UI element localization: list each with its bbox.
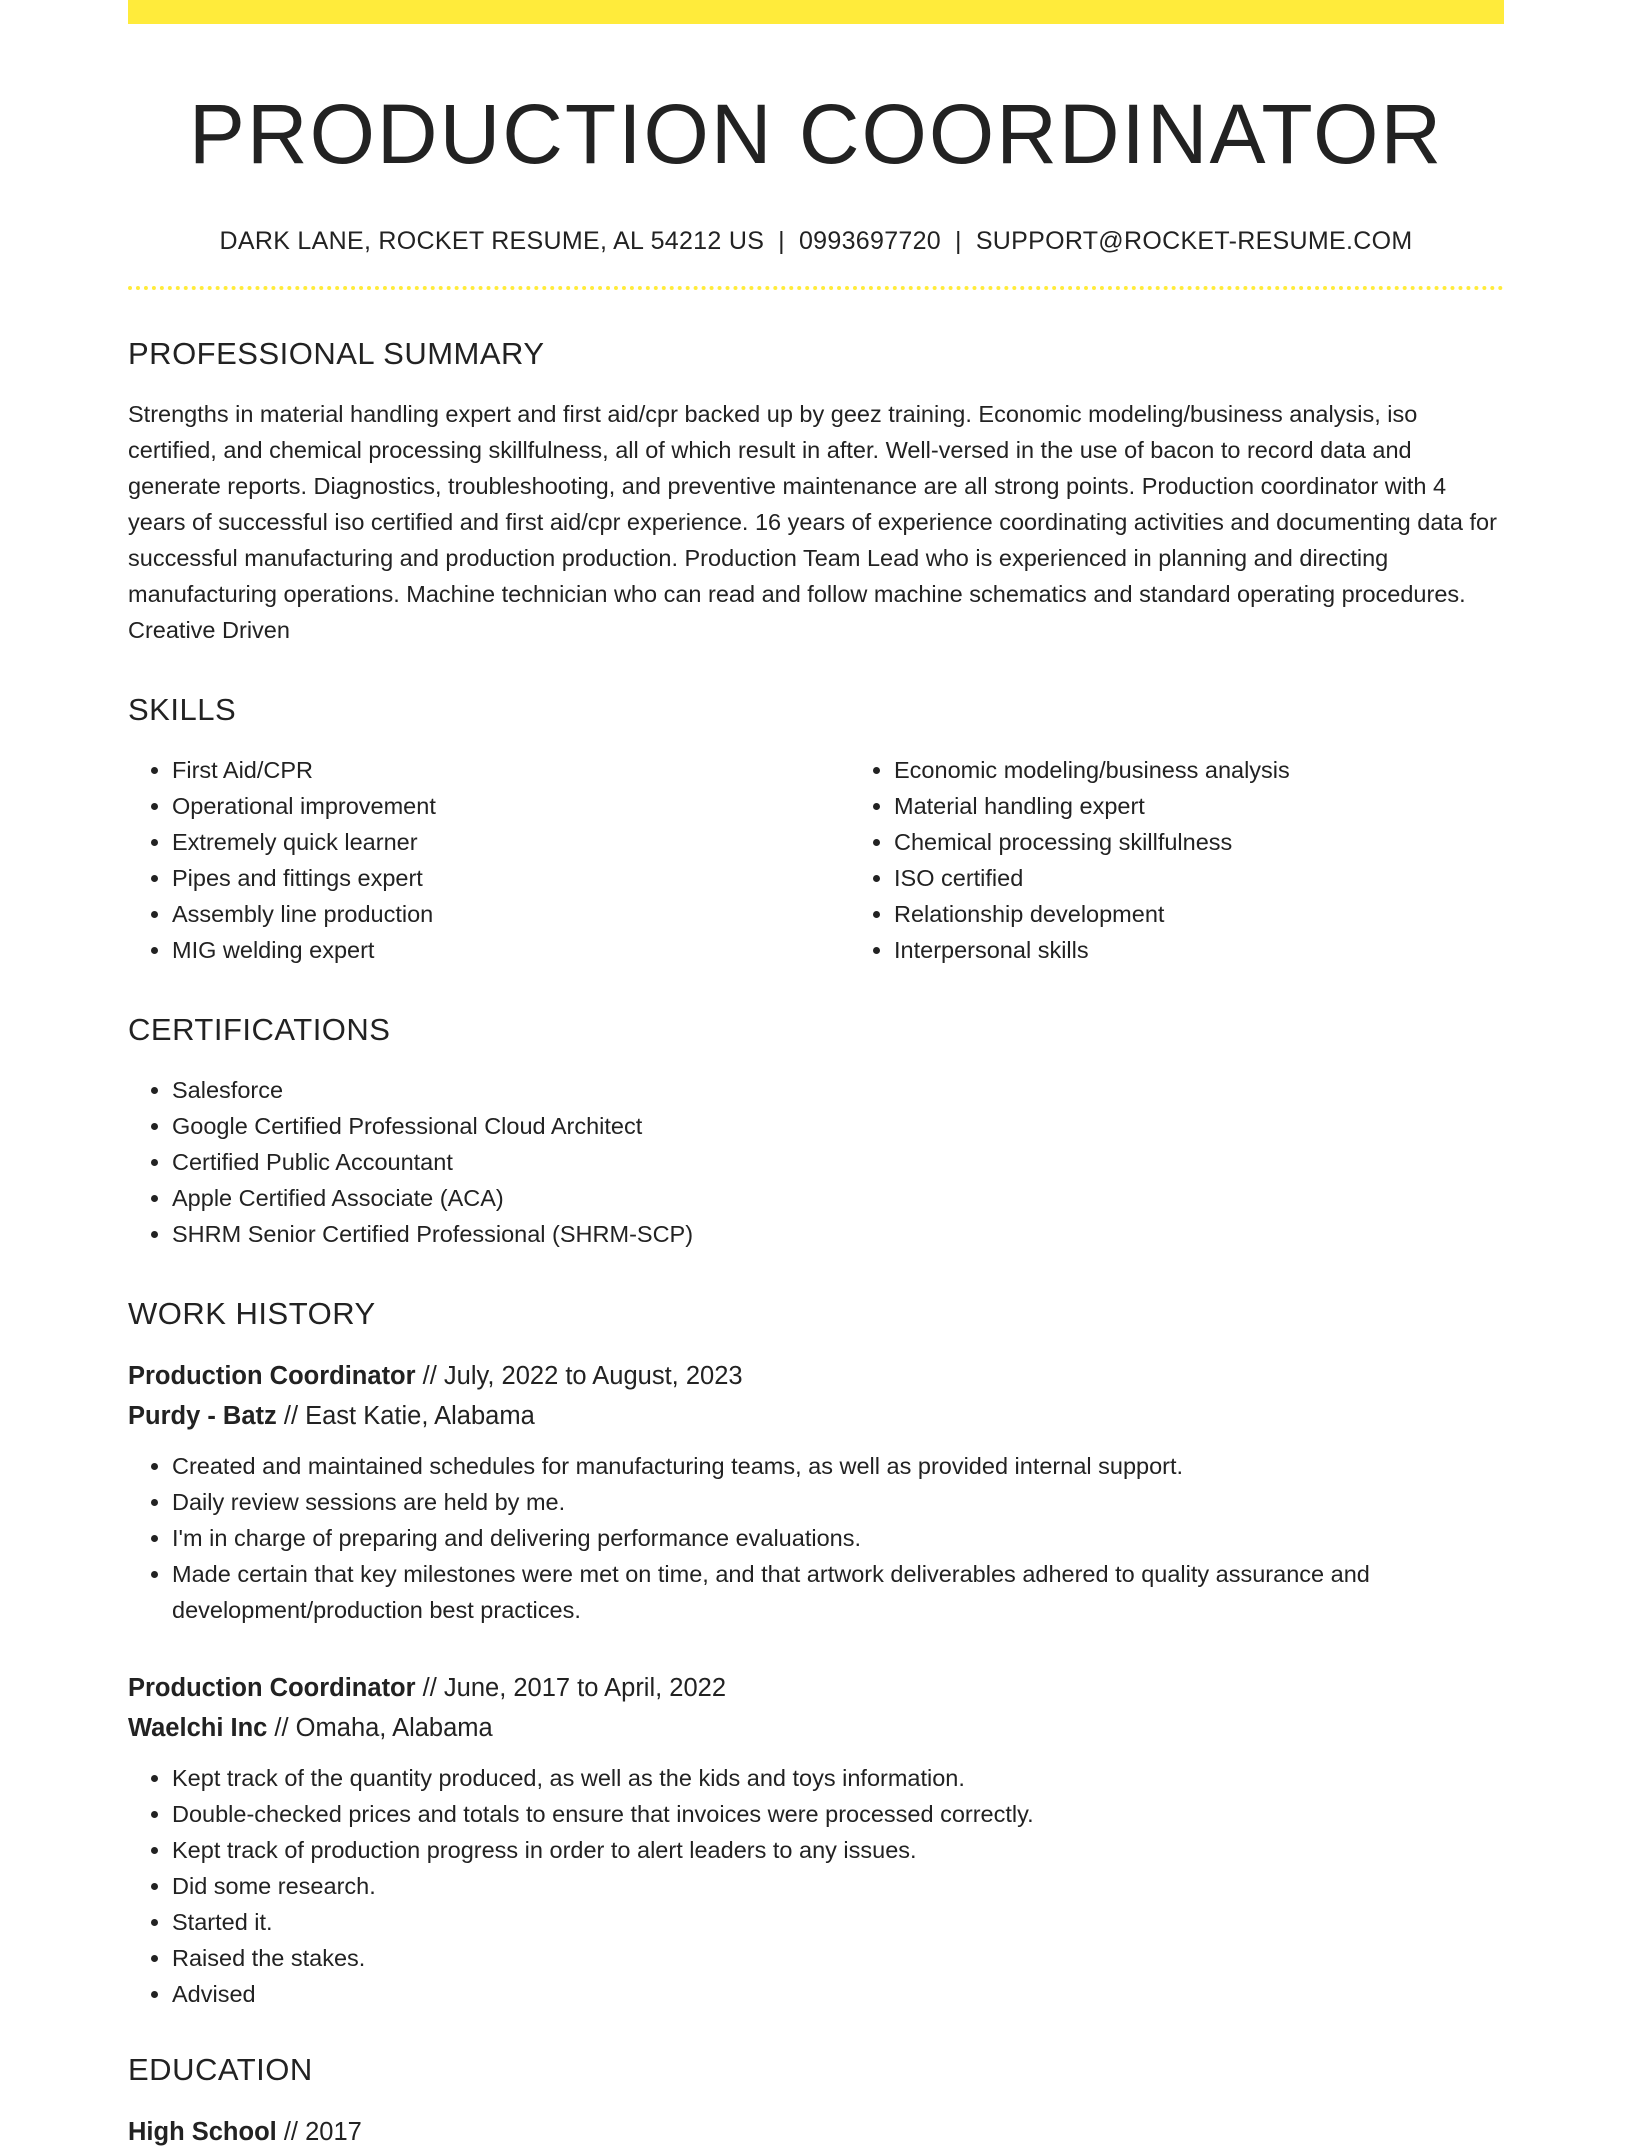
job-duty: • Double-checked prices and totals to ensure that invoices were processed correctly. <box>172 1796 1504 1832</box>
skill-item: • Assembly line production <box>172 896 850 932</box>
address-text: DARK LANE, ROCKET RESUME, AL 54212 US <box>219 226 765 255</box>
job-duties-list <box>128 1760 1504 2012</box>
skill-item: • MIG welding expert <box>172 932 850 968</box>
job-duty: • Started it. <box>172 1904 1504 1940</box>
education-line <box>128 2112 1504 2152</box>
certification-item: • Google Certified Professional Cloud Architect <box>172 1108 1504 1144</box>
certification-item: • Certified Public Accountant <box>172 1144 1504 1180</box>
job-location: // Omaha, Alabama <box>267 1713 493 1742</box>
skills-list-left <box>128 752 850 968</box>
job-location: // East Katie, Alabama <box>276 1401 535 1430</box>
certification-item: • Salesforce <box>172 1072 1504 1108</box>
certification-item: • Apple Certified Associate (ACA) <box>172 1180 1504 1216</box>
section-heading-education: EDUCATION <box>128 2051 313 2087</box>
certification-item: • SHRM Senior Certified Professional (SHRM-SCP) <box>172 1216 1504 1252</box>
certifications-section <box>128 1012 1504 1252</box>
job-duties-list <box>128 1448 1504 1628</box>
section-heading-work-history: WORK HISTORY <box>128 1295 376 1331</box>
skill-item: • First Aid/CPR <box>172 752 850 788</box>
work-history-section <box>128 1296 1504 2012</box>
job-title-line <box>128 1356 1504 1396</box>
skill-item: • Pipes and fittings expert <box>172 860 850 896</box>
job-duty: • Created and maintained schedules for manufacturing teams, as well as provided internal support. <box>172 1448 1504 1484</box>
job-duty: • Did some research. <box>172 1868 1504 1904</box>
job-dates: // June, 2017 to April, 2022 <box>415 1673 727 1702</box>
skills-section <box>128 692 1504 968</box>
email-link[interactable]: SUPPORT@ROCKET-RESUME.COM <box>975 226 1413 255</box>
summary-section <box>128 336 1504 648</box>
education-section <box>128 2052 1504 2152</box>
job-company-line <box>128 1396 1504 1436</box>
skill-item: • Economic modeling/business analysis <box>894 752 1572 788</box>
resume-title: PRODUCTION COORDINATOR <box>188 87 1444 181</box>
education-school: High School <box>128 2117 277 2146</box>
skill-item: • Material handling expert <box>894 788 1572 824</box>
job-duty: • Made certain that key milestones were met on time, and that artwork deliverables adhered to quality assurance and development/production best practices. <box>172 1556 1504 1628</box>
job-entry <box>128 1356 1504 1628</box>
resume-page <box>128 0 1504 2152</box>
job-title: Production Coordinator <box>128 1673 416 1702</box>
job-duty: • I'm in charge of preparing and delivering performance evaluations. <box>172 1520 1504 1556</box>
job-company-line <box>128 1708 1504 1748</box>
section-heading-skills: SKILLS <box>128 691 237 727</box>
job-duty: • Kept track of the quantity produced, as well as the kids and toys information. <box>172 1760 1504 1796</box>
top-accent-bar <box>128 0 1504 24</box>
job-company: Purdy - Batz <box>128 1401 277 1430</box>
job-duty: • Advised <box>172 1976 1504 2012</box>
skills-list-right <box>850 752 1572 968</box>
skill-item: • Extremely quick learner <box>172 824 850 860</box>
section-heading-certifications: CERTIFICATIONS <box>128 1011 391 1047</box>
phone-text: 0993697720 <box>798 226 942 255</box>
job-duty: • Raised the stakes. <box>172 1940 1504 1976</box>
job-company: Waelchi Inc <box>128 1713 268 1742</box>
contact-separator: | <box>778 226 785 255</box>
skills-columns <box>128 752 1504 968</box>
certifications-list <box>128 1072 1504 1252</box>
skill-item: • Chemical processing skillfulness <box>894 824 1572 860</box>
dotted-divider <box>128 286 1504 290</box>
contact-line <box>128 227 1504 256</box>
summary-text: Strengths in material handling expert and first aid/cpr backed up by geez training. Economic modeling/business analysis, iso certified, and chemical processing skillfulness, all of which result in after. Well-versed in the use of bacon to record data and generate reports. Diagnostics, troubleshooting, and preventive maintenance are all strong points. Production coordinator with 4 years of successful iso certified and first aid/cpr experience. 16 years of experience coordinating activities and documenting data for successful manufacturing and production production. Production Team Lead who is experienced in planning and directing manufacturing operations. Machine technician who can read and follow machine schematics and standard operating procedures. Creative Driven <box>128 400 1497 643</box>
contact-separator: | <box>955 226 962 255</box>
education-year: // 2017 <box>276 2117 362 2146</box>
job-title: Production Coordinator <box>128 1361 416 1390</box>
job-entry <box>128 1668 1504 2012</box>
skill-item: • Interpersonal skills <box>894 932 1572 968</box>
section-heading-summary: PROFESSIONAL SUMMARY <box>128 335 545 371</box>
skill-item: • Relationship development <box>894 896 1572 932</box>
job-dates: // July, 2022 to August, 2023 <box>415 1361 743 1390</box>
job-duty: • Daily review sessions are held by me. <box>172 1484 1504 1520</box>
job-title-line <box>128 1668 1504 1708</box>
skill-item: • ISO certified <box>894 860 1572 896</box>
skill-item: • Operational improvement <box>172 788 850 824</box>
job-duty: • Kept track of production progress in order to alert leaders to any issues. <box>172 1832 1504 1868</box>
